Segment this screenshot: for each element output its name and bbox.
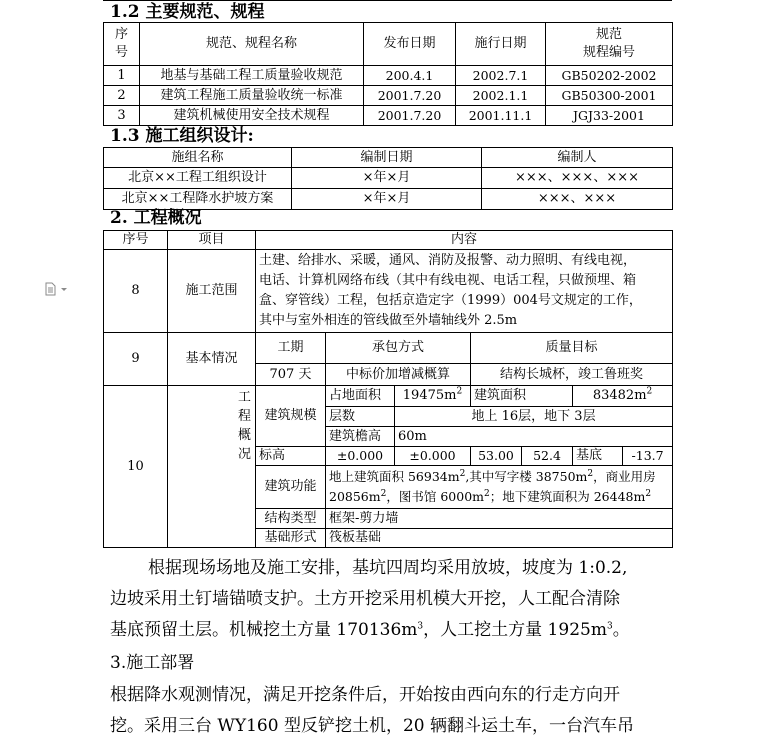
cell-no: 3: [104, 106, 140, 126]
cell-func-value: [326, 466, 673, 509]
overview-table: [103, 230, 673, 548]
top-rule: [103, 0, 672, 1]
cell-code: JGJ33-2001: [546, 106, 673, 126]
cell-func-label: 建筑功能: [256, 466, 326, 509]
overview-char: 程: [238, 409, 252, 424]
func-line-1: [329, 467, 669, 487]
cell-base-label: 基底: [573, 447, 623, 466]
cell-pub: 200.4.1: [364, 66, 456, 86]
header-pub-date: 发布日期: [364, 23, 456, 66]
cell-land-area-value: $19475m^2$: [395, 386, 471, 407]
cell-struct-label: 结构类型: [256, 509, 326, 529]
table-row: [104, 86, 673, 106]
header-plan-name: 施组名称: [104, 148, 292, 168]
cell-plan-date: ×年×月: [292, 168, 482, 189]
table-row: [104, 189, 673, 210]
cell-quality-value: 结构长城杯，竣工鲁班奖: [471, 364, 673, 386]
cell-code: GB50300-2001: [546, 86, 673, 106]
cell-eff: 2001.11.1: [456, 106, 546, 126]
cell-quality-label: 质量目标: [471, 333, 673, 364]
table-row: [104, 168, 673, 189]
cell-item-basic: 基本情况: [168, 333, 256, 386]
header-code-2: 规程编号: [582, 45, 635, 60]
header-no-2: 号: [114, 45, 128, 60]
paragraph-line-volume: [110, 615, 630, 646]
cell-no-9: 9: [104, 333, 168, 386]
cell-plan-name: 北京××工程工组织设计: [104, 168, 292, 189]
cell-elev-3: 53.00: [471, 447, 522, 466]
header-plan-author: 编制人: [482, 148, 673, 168]
header-plan-date: 编制日期: [292, 148, 482, 168]
overview-char: 况: [238, 447, 252, 462]
cell-eff: 2002.7.1: [456, 66, 546, 86]
table-row: [104, 66, 673, 86]
cell-struct-value: 框架-剪力墙: [326, 509, 673, 529]
cell-item-scope: 施工范围: [168, 250, 256, 333]
build-area-number: 83482: [592, 388, 635, 403]
cell-scope-content: [256, 250, 673, 333]
plans-table: [103, 147, 673, 210]
table-header-row: [104, 231, 673, 250]
sq-mark: 2: [456, 386, 463, 397]
cell-duration-value: 707 天: [256, 364, 326, 386]
paragraph-line: 根据降水观测情况，满足开挖条件后，开始按由西向东的行走方向开: [110, 685, 620, 705]
scope-line: 其中与室外相连的管线做至外墙轴线外 2.5m: [259, 313, 518, 328]
section-1-3-title: 1.3 施工组织设计:: [110, 126, 254, 146]
cell-build-area-value: $83482m^2$: [573, 386, 673, 407]
overview-char: 工: [238, 390, 252, 405]
cell-contract-value: 中标价加增减概算: [326, 364, 471, 386]
func-text: 地上建筑面积 56934m: [329, 469, 460, 484]
cell-no: 1: [104, 66, 140, 86]
header-seq: 序号: [104, 231, 168, 250]
table-header-row: [104, 148, 673, 168]
header-content: 内容: [256, 231, 673, 250]
table-row-10-area: [104, 386, 673, 407]
header-code: [546, 23, 673, 66]
cell-elev-1: ±0.000: [326, 447, 395, 466]
table-header-row: [104, 23, 673, 66]
func-text: 20856m: [329, 489, 381, 504]
cell-found-label: 基础形式: [256, 529, 326, 548]
cell-eff: 2002.1.1: [456, 86, 546, 106]
cell-elev-4: 52.4: [522, 447, 573, 466]
paragraph-line: 根据现场场地及施工安排，基坑四周均采用放坡，坡度为 1:0.2,: [148, 558, 628, 578]
sq-mark: 2: [380, 488, 387, 499]
cube-mark: 3: [606, 621, 613, 632]
sq-mark: 2: [587, 468, 594, 479]
cell-scale-label: 建筑规模: [256, 386, 326, 447]
scope-line: 土建、给排水、采暖，通风、消防及报警、动力照明、有线电视，: [259, 253, 637, 268]
document-options-icon[interactable]: [44, 282, 70, 296]
header-no-1: 序: [114, 27, 128, 42]
cell-floors-label: 层数: [326, 407, 395, 427]
cell-pub: 2001.7.20: [364, 86, 456, 106]
func-text: ；地下建筑面积为 26448m: [489, 489, 646, 504]
cell-no-8: 8: [104, 250, 168, 333]
cell-build-area-label: 建筑面积: [471, 386, 573, 407]
table-row-8: [104, 250, 673, 333]
section-2-title: 2. 工程概况: [110, 208, 202, 228]
func-text: ，图书馆 6000m: [386, 489, 484, 504]
cell-eave-value: 60m: [395, 427, 673, 447]
cell-item-overview: [168, 386, 256, 548]
func-line-2: [329, 487, 669, 507]
func-text: ,其中写字楼 38750m: [465, 469, 588, 484]
cell-contract-label: 承包方式: [326, 333, 471, 364]
standards-table: [103, 22, 673, 126]
section-1-2-title: 1.2 主要规范、规程: [110, 2, 265, 22]
cell-name: 建筑工程施工质量验收统一标准: [140, 86, 364, 106]
cell-duration-label: 工期: [256, 333, 326, 364]
scope-line: 盒、穿管线）工程，包括京造定字（1999）004号文规定的工作，: [259, 293, 642, 308]
header-item: 项目: [168, 231, 256, 250]
volume-text: ，人工挖土方量 1925m: [423, 620, 607, 640]
section-3-title: 3.施工部署: [110, 653, 195, 673]
paragraph-line: 挖。采用三台 WY160 型反铲挖土机，20 辆翻斗运土车，一台汽车吊: [110, 716, 634, 736]
volume-text: 基底预留土层。机械挖土方量 170136m: [110, 620, 418, 640]
scope-line: 电话、计算机网络布线（其中有线电视、电话工程，只做预埋、箱: [259, 273, 637, 288]
header-eff-date: 施行日期: [456, 23, 546, 66]
cell-no-10: 10: [104, 386, 168, 548]
sq-mark: 2: [645, 488, 652, 499]
cube-mark: 3: [417, 621, 424, 632]
cell-name: 地基与基础工程工质量验收规范: [140, 66, 364, 86]
overview-char: 概: [238, 428, 252, 443]
cell-pub: 2001.7.20: [364, 106, 456, 126]
cell-plan-author: ×××、×××: [482, 189, 673, 210]
land-area-number: 19475: [402, 388, 445, 403]
cell-code: GB50202-2002: [546, 66, 673, 86]
header-no: [104, 23, 140, 66]
header-name: 规范、规程名称: [140, 23, 364, 66]
func-text: ，商业用房: [593, 469, 656, 484]
cell-elev-2: ±0.000: [395, 447, 471, 466]
paragraph-line: 边坡采用土钉墙锚喷支护。土方开挖采用机模大开挖，人工配合清除: [110, 589, 620, 609]
sq-mark: 2: [459, 468, 466, 479]
cell-plan-name: 北京××工程降水护坡方案: [104, 189, 292, 210]
cell-found-value: 筏板基础: [326, 529, 673, 548]
cell-land-area-label: 占地面积: [326, 386, 395, 407]
table-row: [104, 106, 673, 126]
cell-floors-value: 地上 16层，地下 3层: [395, 407, 673, 427]
cell-elev-label: 标高: [256, 447, 326, 466]
table-row-9: [104, 333, 673, 364]
volume-text: 。: [612, 620, 630, 640]
sq-mark: 2: [484, 488, 490, 499]
cell-plan-author: ×××、×××、×××: [482, 168, 673, 189]
cell-no: 2: [104, 86, 140, 106]
cell-name: 建筑机械使用安全技术规程: [140, 106, 364, 126]
cell-base-value: -13.7: [623, 447, 673, 466]
header-code-1: 规范: [595, 27, 622, 42]
cell-plan-date: ×年×月: [292, 189, 482, 210]
sq-mark: 2: [646, 386, 653, 397]
cell-eave-label: 建筑檐高: [326, 427, 395, 447]
